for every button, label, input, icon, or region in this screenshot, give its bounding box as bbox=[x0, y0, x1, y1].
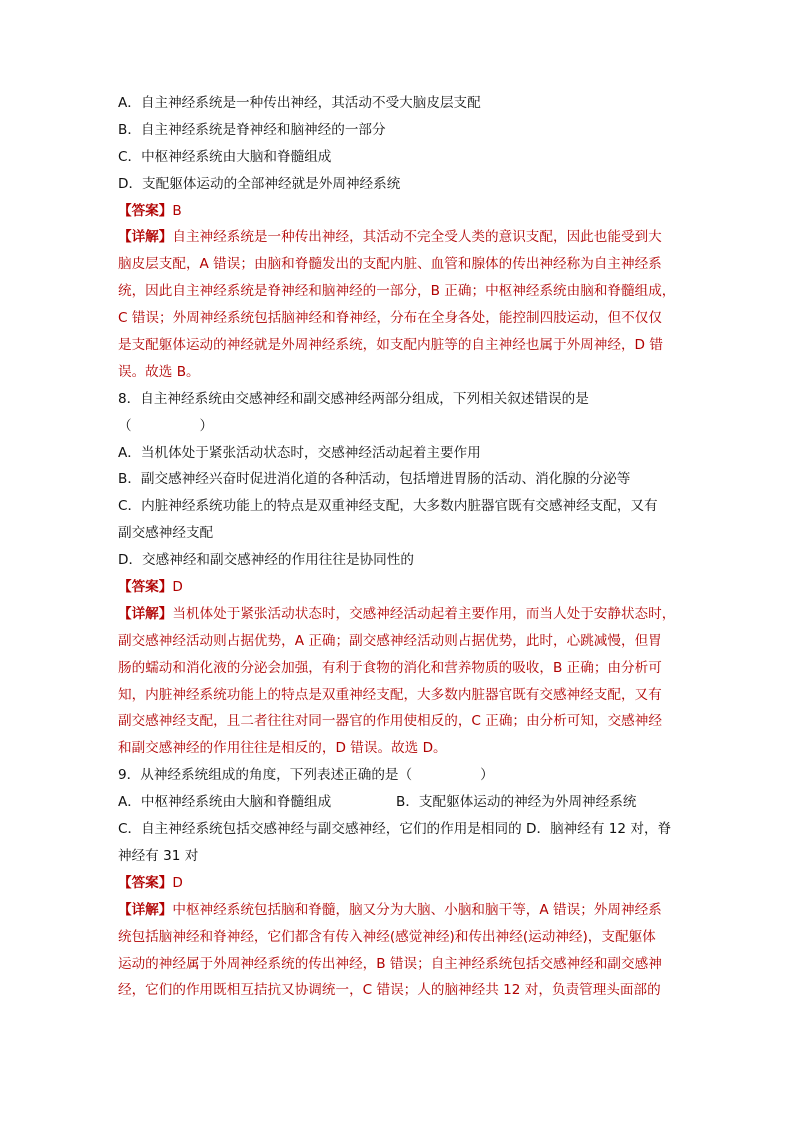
q8-option-a: A．当机体处于紧张活动状态时，交感神经活动起着主要作用 bbox=[118, 444, 481, 461]
answer-tag: 【答案】 bbox=[118, 874, 173, 891]
q7-detail-line: 是支配躯体运动的神经就是外周神经系统，如支配内脏等的自主神经也属于外周神经，D 错 bbox=[118, 337, 663, 354]
q8-answer bbox=[118, 574, 678, 601]
q7-detail-line: 统，因此自主神经系统是脊神经和脑神经的一部分，B 正确；中枢神经系统由脑和脊髓组成， bbox=[118, 283, 676, 300]
answer-tag: 【答案】 bbox=[118, 579, 173, 596]
q7-detail-line bbox=[118, 224, 678, 251]
q8-detail-line: 副交感神经支配，且二者往往对同一器官的作用使相反的，C 正确；由分析可知，交感神经 bbox=[118, 713, 662, 730]
answer-value: D bbox=[172, 579, 183, 596]
q8-detail-line: 副交感神经活动则占据优势，A 正确；副交感神经活动则占据优势，此时，心跳减慢，但胃 bbox=[118, 632, 662, 649]
q9-stem: 9．从神经系统组成的角度，下列表述正确的是（ ） bbox=[118, 767, 494, 784]
q7-detail-line: C 错误；外周神经系统包括脑神经和脊神经，分布在全身各处，能控制四肢运动，但不仅仅 bbox=[118, 310, 662, 327]
answer-value: D bbox=[172, 874, 183, 891]
detail-tag: 【详解】 bbox=[118, 901, 173, 918]
q9-option-d-cont: 神经有 31 对 bbox=[118, 847, 199, 864]
q7-option-b: B．自主神经系统是脊神经和脑神经的一部分 bbox=[118, 121, 386, 138]
detail-text: 当机体处于紧张活动状态时，交感神经活动起着主要作用，而当人处于安静状态时， bbox=[172, 605, 676, 622]
q9-detail-line: 运动的神经属于外周神经系统的传出神经，B 错误；自主神经系统包括交感神经和副交感神 bbox=[118, 955, 662, 972]
answer-tag: 【答案】 bbox=[118, 202, 173, 219]
q8-option-c-cont: 副交感神经支配 bbox=[118, 525, 214, 542]
q7-detail-line: 脑皮层支配，A 错误；由脑和脊髓发出的支配内脏、血管和腺体的传出神经称为自主神经系 bbox=[118, 256, 662, 273]
q7-answer bbox=[118, 198, 678, 225]
q8-stem: 8．自主神经系统由交感神经和副交感神经两部分组成，下列相关叙述错误的是 bbox=[118, 390, 589, 407]
q8-detail-line: 知，内脏神经系统功能上的特点是双重神经支配，大多数内脏器官既有交感神经支配，又有 bbox=[118, 686, 662, 703]
detail-tag: 【详解】 bbox=[118, 229, 173, 246]
q9-detail-line: 经，它们的作用既相互拮抗又协调统一，C 错误；人的脑神经共 12 对，负责管理头面部的 bbox=[118, 982, 661, 999]
q8-option-d: D．交感神经和副交感神经的作用往往是协同性的 bbox=[118, 552, 414, 569]
q9-detail-line: 统包括脑神经和脊神经，它们都含有传入神经(感觉神经)和传出神经(运动神经)，支配躯体 bbox=[118, 928, 656, 945]
q7-option-a: A．自主神经系统是一种传出神经，其活动不受大脑皮层支配 bbox=[118, 95, 481, 111]
document-page bbox=[118, 90, 678, 1004]
q8-detail-line bbox=[118, 601, 678, 628]
detail-text: 中枢神经系统包括脑和脊髓，脑又分为大脑、小脑和脑干等，A 错误；外周神经系 bbox=[172, 901, 662, 918]
q9-option-a: A．中枢神经系统由大脑和脊髓组成 bbox=[118, 794, 332, 811]
q8-detail-line: 和副交感神经的作用往往是相反的，D 错误。故选 D。 bbox=[118, 740, 447, 757]
q7-option-c: C．中枢神经系统由大脑和脊髓组成 bbox=[118, 148, 332, 165]
q9-option-cd: C．自主神经系统包括交感神经与副交感神经，它们的作用是相同的 D．脑神经有 12 对，脊 bbox=[118, 821, 672, 838]
q8-option-c: C．内脏神经系统功能上的特点是双重神经支配，大多数内脏器官既有交感神经支配，又有 bbox=[118, 498, 658, 515]
q9-options-ab bbox=[118, 789, 678, 816]
q8-detail-line: 肠的蠕动和消化液的分泌会加强，有利于食物的消化和营养物质的吸收，B 正确；由分析可 bbox=[118, 659, 662, 676]
q9-detail-line bbox=[118, 897, 678, 924]
q8-blank: （ ） bbox=[118, 417, 214, 434]
detail-tag: 【详解】 bbox=[118, 605, 173, 622]
detail-text: 自主神经系统是一种传出神经，其活动不完全受人类的意识支配，因此也能受到大 bbox=[172, 229, 662, 246]
answer-value: B bbox=[172, 202, 182, 219]
q9-answer bbox=[118, 870, 678, 897]
q8-option-b: B．副交感神经兴奋时促进消化道的各种活动，包括增进胃肠的活动、消化腺的分泌等 bbox=[118, 471, 631, 488]
q7-option-d: D．支配躯体运动的全部神经就是外周神经系统 bbox=[118, 175, 401, 192]
q7-detail-line: 误。故选 B。 bbox=[118, 363, 200, 380]
q9-option-b: B．支配躯体运动的神经为外周神经系统 bbox=[396, 794, 637, 811]
